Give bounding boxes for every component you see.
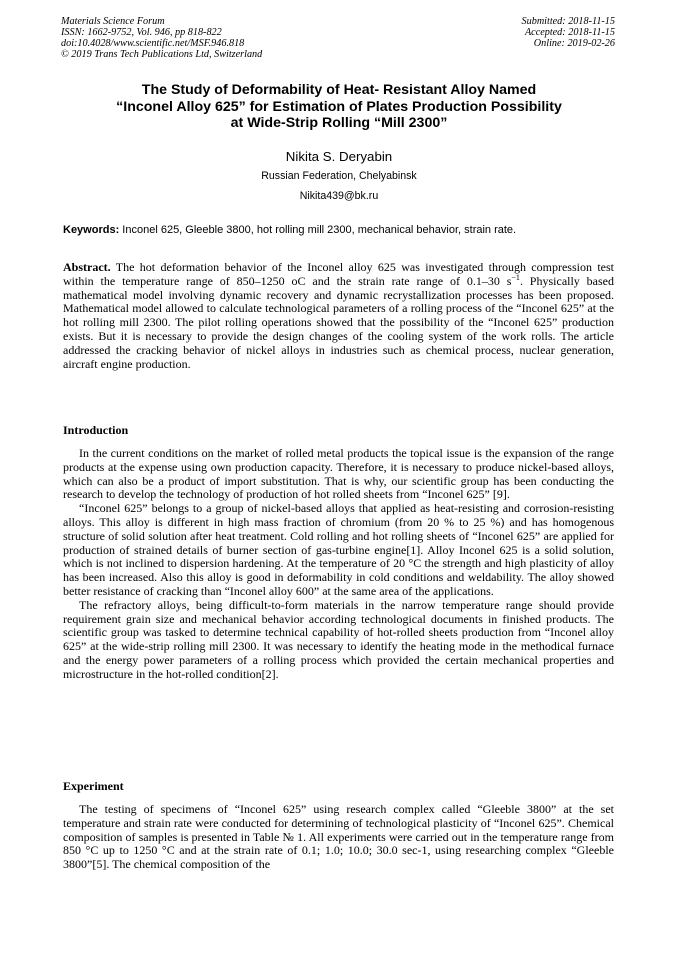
title-line: at Wide-Strip Rolling “Mill 2300”: [230, 115, 448, 131]
copyright: © 2019 Trans Tech Publications Ltd, Switzerland: [61, 49, 263, 60]
issn-volume: ISSN: 1662-9752, Vol. 946, pp 818-822: [61, 27, 222, 38]
paragraph: “Inconel 625” belongs to a group of nickel-based alloys that applied as heat-resisting and corrosion-resisting alloys. This alloy is different in high mass fraction of chromium (from 20 % to 25 %) and has homogenous structure of solid solution after heat treatment. Cold rolling and hot rolling sheets of “Inconel 625” are applied for production of strained details of burner section of gas-turbine engine[1]. Alloy Inconel 625 is a solid solution, which is not inclined to dispersion hardening. At the temperature of 20 °C the strength and high plasticity of alloy has been increased. Also this alloy is good in deformability in cold conditions and weldability. The alloy showed better resistance of cracking than “Inconel alloy 600” at the same area of the applications.: [63, 501, 614, 598]
author-email: Nikita439@bk.ru: [299, 190, 379, 202]
keywords-text: Inconel 625, Gleeble 3800, hot rolling mill 2300, mechanical behavior, strain rate.: [119, 224, 517, 236]
author-affiliation: Russian Federation, Chelyabinsk: [261, 170, 417, 182]
submitted-date: Submitted: 2018-11-15: [521, 16, 615, 27]
paragraph: The refractory alloys, being difficult-to-form materials in the narrow temperature range should provide requirement grain size and mechanical behavior according technological documents in finished products. The scientific group was tasked to determine technical capability of hot-rolled sheets production from “Inconel alloy 625” at the wide-strip rolling mill 2300. It was necessary to identify the heating mode in the methodical furnace and the energy power parameters of a rolling process which provided the certain mechanical properties and microstructure in the hot-rolled condition[2].: [63, 597, 614, 681]
author-name: Nikita S. Deryabin: [285, 149, 393, 164]
abstract-label: Abstract.: [63, 260, 111, 274]
abstract-text-cont: . Physically based mathematical model involving dynamic recovery and dynamic recrystallization processes has been proposed. Mathematical model allowed to calculate technological parameters of a rolling process of the “Inconel 625” at the hot rolling mill 2300. The pilot rolling operations showed that the possibility of the “Inconel 625” production exists. But it is necessary to provide the design changes of the cooling system of the work rolls. The article addressed the cracking behavior of nickel alloys in industries such as chemical process, nuclear generation, aircraft engine production.: [63, 273, 614, 371]
section-heading-experiment: Experiment: [63, 779, 124, 793]
introduction-body: [63, 447, 614, 682]
title-line: The Study of Deformability of Heat- Resistant Alloy Named: [141, 82, 537, 98]
abstract: [63, 261, 614, 371]
abstract-superscript: −1: [511, 272, 520, 282]
doi: doi:10.4028/www.scientific.net/MSF.946.818: [61, 38, 245, 49]
publication-dates: [522, 16, 615, 49]
keywords-label: Keywords:: [63, 224, 120, 236]
online-date: Online: 2019-02-26: [533, 38, 615, 49]
accepted-date: Accepted: 2018-11-15: [524, 27, 615, 38]
paragraph: In the current conditions on the market of rolled metal products the topical issue is the expansion of the range products at the expense using own production capacity. Therefore, it is necessary to produce nickel-based alloys, which can also be a product of import substitution. That is why, our scientific group has been conducting the research to develop the technology of production of hot rolled sheets from “Inconel 625” [9].: [63, 446, 614, 502]
keywords: [63, 224, 623, 236]
section-heading-introduction: Introduction: [63, 423, 129, 437]
title-line: “Inconel Alloy 625” for Estimation of Plates Production Possibility: [116, 98, 562, 115]
journal-name: Materials Science Forum: [61, 16, 165, 27]
journal-info: [61, 16, 262, 60]
experiment-body: [63, 803, 614, 872]
paper-title: [40, 82, 638, 132]
paragraph: The testing of specimens of “Inconel 625” using research complex called “Gleeble 3800” at the set temperature and strain rate were conducted for determining of technological plasticity of “Inconel 625”. Chemical composition of samples is presented in Table № 1. All experiments were carried out in the temperature range from 850 °C up to 1250 °C and at the strain rate of 0.1; 1.0; 10.0; 30.0 sec-1, using researching complex “Gleeble 3800”[5]. The chemical composition of the: [63, 802, 614, 872]
abstract-text: The hot deformation behavior of the Inconel alloy 625 was investigated through compression test within the temperature range of 850–1250 oC and the strain rate range of 0.1–30 s: [63, 260, 614, 288]
